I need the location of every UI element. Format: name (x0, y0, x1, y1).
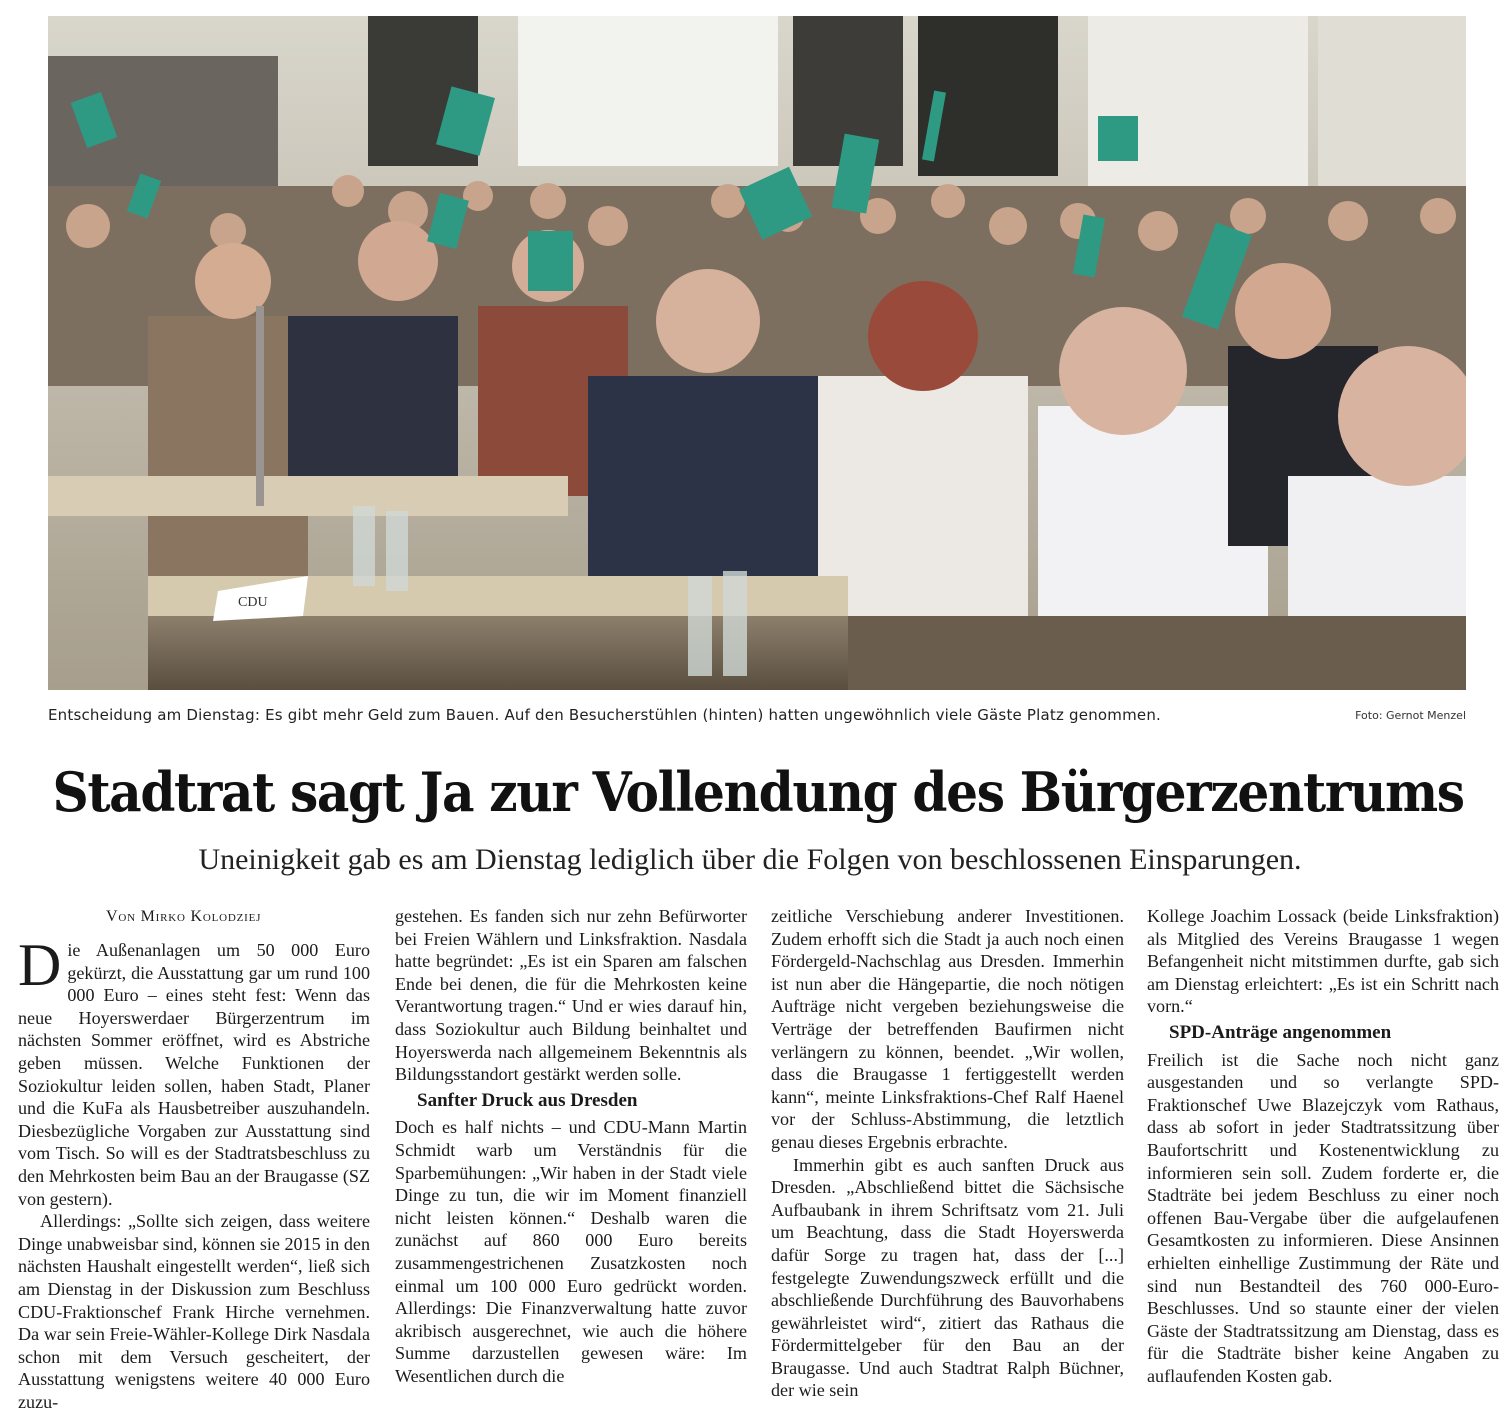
photo-credit: Foto: Gernot Menzel (1355, 709, 1466, 722)
paragraph: Immerhin gibt es auch sanften Druck aus Dresden. „Abschließend bittet die Sächsische Aufbaubank in ihrem Schriftsatz vom 21. Juli um Beachtung, dass die Stadt Hoyerswerda dafür Sorge zu tragen hat, dass der [...] festgelegte Zuwendungszweck erfüllt und die abschließende Durchführung des Bauvorhabens gewährleistet wird“, zitiert das Rathaus die Fördermittelgeber für den Bau an der Braugasse. Und auch Stadtrat Ralph Büchner, der wie sein (771, 1154, 1124, 1401)
paragraph: zeitliche Verschiebung anderer Investitionen. Zudem erhofft sich die Stadt ja auch noch einen Fördergeld-Nachschlag aus Dresden. Immerhin ist nun aber die Hängepartie, die noch nötigen Aufträge nicht vergeben beziehungsweise die Verträge der betreffenden Baufirmen nicht verlängern zu können, beendet. „Wir wollen, dass die Braugasse 1 fertiggestellt werden kann“, meinte Linksfraktions-Chef Ralf Haenel vor der Schluss-Abstimmung, die letztlich genau dieses Ergebnis erbrachte. (771, 906, 1124, 1152)
paragraph: Kollege Joachim Lossack (beide Linksfraktion) als Mitglied des Vereins Braugasse 1 wegen Befangenheit nicht mitstimmen durfte, gab sich am Dienstag erleichtert: „Es ist ein Schritt nach vorn.“ (1147, 906, 1499, 1017)
article-photo (48, 16, 1466, 690)
subheadline: Uneinigkeit gab es am Dienstag lediglich über die Folgen von beschlossenen Einsparungen. (198, 843, 1302, 876)
paragraph: gestehen. Es fanden sich nur zehn Befürworter bei Freien Wählern und Linksfraktion. Nasdala hatte begründet: „Es ist ein Sparen am falschen Ende bei denen, die für die Mehrkosten keine Verantwortung tragen.“ Und er wies darauf hin, dass Soziokultur auch Bildung beinhaltet und Hoyerswerda nach allgemeinem Bekenntnis als Bildungsstandort gestärkt werden solle. (395, 906, 747, 1085)
article-column-2 (395, 905, 747, 1387)
article-column-4 (1147, 905, 1499, 1387)
article-column-1 (18, 905, 370, 1413)
dropcap: D (18, 932, 62, 998)
photo-caption (48, 706, 1466, 728)
headline: Stadtrat sagt Ja zur Vollendung des Bürgerzentrums (52, 760, 1464, 824)
section-subtitle: SPD-Anträge angenommen (1169, 1021, 1392, 1043)
table-sign-text: CDU (238, 595, 268, 610)
caption-text: Entscheidung am Dienstag: Es gibt mehr Geld zum Bauen. Auf den Besucherstühlen (hinten) hatten ungewöhnlich viele Gäste Platz genommen. (48, 706, 1162, 724)
paragraph: Freilich ist die Sache noch nicht ganz ausgestanden und so verlangte SPD-Fraktionschef Uwe Blazejczyk vom Rathaus, dass ab sofort in jeder Stadtratssitzung über Baufortschritt und Kostenentwicklung zu informieren sein soll. Zudem forderte er, die Stadträte bei jedem Beschluss zu einer noch offenen Bau-Vergabe über die aufgelaufenen Gesamtkosten zu informieren. Diese Ansinnen erhielten einhellige Zustimmung der Räte und sind nun Bestandteil des 760 000-Euro-Beschlusses. Und so staunte einer der vielen Gäste der Stadtratssitzung am Dienstag, dass es für die Stadträte bisher keine Angaben zu auflaufenden Kosten gab. (1147, 1049, 1499, 1386)
article-column-3 (771, 905, 1124, 1402)
paragraph-text: ie Außenanlagen um 50 000 Euro gekürzt, die Ausstattung gar um rund 100 000 Euro – eines steht fest: Wenn das neue Hoyerswerdaer Bürgerzentrum im nächsten Sommer eröffnet, wird es Abstriche geben müssen. Welche Funktionen der Soziokultur leiden sollen, haben Stadt, Planer und die KuFa als Hausbetreiber auszuhandeln. Diesbezügliche Vorgaben zur Ausstattung sind vom Tisch. So will es der Stadtratsbeschluss zu den Mehrkosten beim Bau an der Braugasse (SZ von gestern). (18, 940, 370, 1209)
paragraph: Doch es half nichts – und CDU-Mann Martin Schmidt warb um Verständnis für die Sparbemühungen: „Wir haben in der Stadt viele Dinge zu tun, die wir im Moment finanziell nicht leisten können.“ Deshalb waren die zunächst auf 860 000 Euro bereits zusammengestrichenen Zusatzkosten noch einmal um 100 000 Euro gedrückt worden. Allerdings: Die Finanzverwaltung hatte zuvor akribisch ausgerechnet, wie auch die höhere Summe darzustellen gewesen wäre: Im Wesentlichen durch die (395, 1117, 747, 1386)
byline: Von Mirko Kolodziej (106, 908, 262, 925)
paragraph: Allerdings: „Sollte sich zeigen, dass weitere Dinge unabweisbar sind, können sie 2015 in den nächsten Haushalt eingestellt werden“, ließ sich am Dienstag in der Diskussion zum Beschluss CDU-Fraktionschef Frank Hirche vernehmen. Da war sein Freie-Wähler-Kollege Dirk Nasdala schon mit dem Versuch gescheitert, der Ausstattung wenigstens weitere 40 000 Euro zuzu- (18, 1211, 370, 1412)
section-subtitle: Sanfter Druck aus Dresden (417, 1089, 638, 1111)
paragraph (18, 932, 370, 1210)
council-meeting-photo-illustration (48, 16, 1466, 690)
